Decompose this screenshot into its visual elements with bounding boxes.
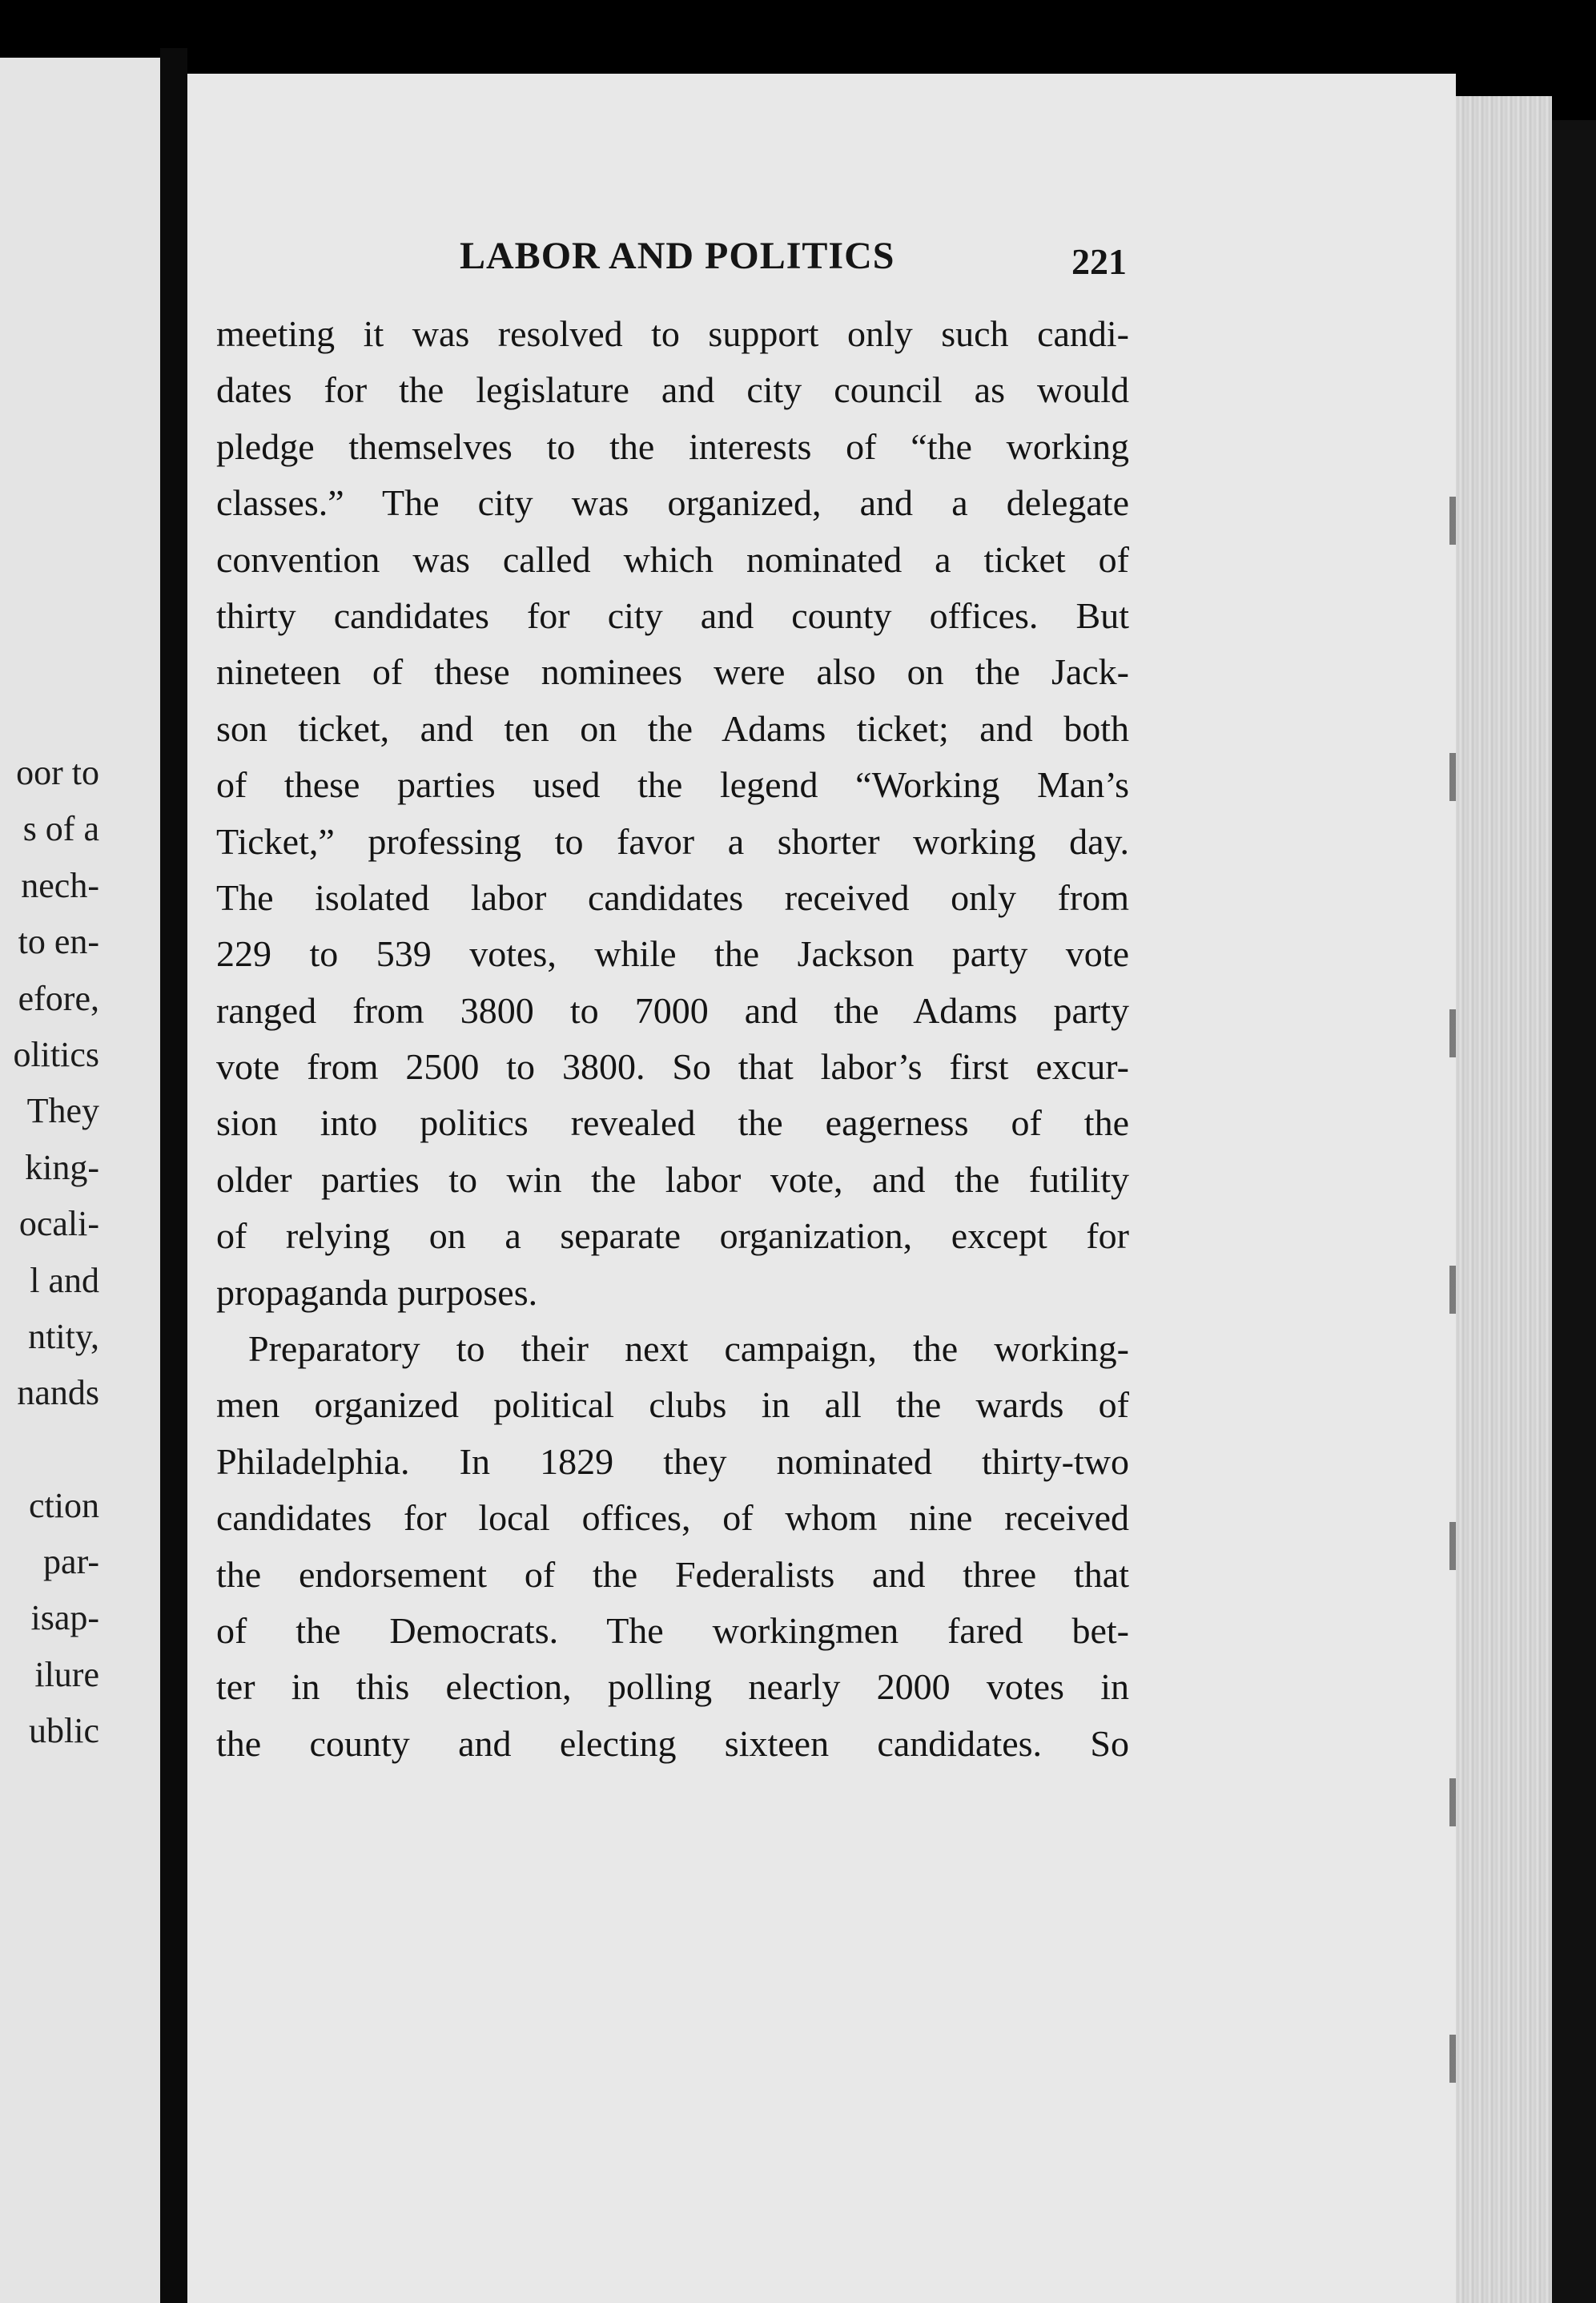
text-line: classes.” The city was organized, and a delegate: [216, 482, 1129, 524]
left-fragment-line: s of a: [22, 809, 99, 849]
left-fragment-line: nands: [17, 1373, 99, 1413]
text-line: thirty candidates for city and county offices. But: [216, 594, 1129, 636]
text-line: candidates for local offices, of whom nine received: [216, 1497, 1129, 1539]
left-fragment-line: l and: [30, 1260, 99, 1300]
text-line: of these parties used the legend “Working Man’s: [216, 764, 1129, 806]
text-line-paragraph-start: Preparatory to their next campaign, the working-: [248, 1328, 1129, 1370]
book-gutter: [160, 48, 187, 2303]
text-line: men organized political clubs in all the wards of: [216, 1384, 1129, 1426]
text-line-paragraph-end: propaganda purposes.: [216, 1271, 538, 1313]
text-line: older parties to win the labor vote, and the futility: [216, 1158, 1129, 1200]
text-line: ranged from 3800 to 7000 and the Adams party: [216, 989, 1129, 1031]
left-page: [0, 58, 160, 2303]
left-fragment-line: ction: [29, 1485, 99, 1525]
text-line: 229 to 539 votes, while the Jackson party vote: [216, 933, 1129, 975]
text-line: Philadelphia. In 1829 they nominated thirty-two: [216, 1440, 1129, 1482]
left-fragment-line: They: [26, 1091, 99, 1131]
text-line: dates for the legislature and city council as would: [216, 369, 1129, 411]
text-line: Ticket,” professing to favor a shorter working day.: [216, 820, 1129, 862]
text-line: convention was called which nominated a ticket of: [216, 538, 1129, 580]
text-line: of the Democrats. The workingmen fared bet-: [216, 1609, 1129, 1651]
left-fragment-line: oor to: [16, 753, 99, 792]
text-line: the county and electing sixteen candidates. So: [216, 1722, 1129, 1764]
text-line: sion into politics revealed the eagerness of the: [216, 1102, 1129, 1144]
left-page-line-fragments: [0, 745, 99, 1760]
left-fragment-line: king-: [25, 1147, 99, 1187]
left-fragment-line: to en-: [18, 922, 99, 962]
left-fragment-line: ocali-: [18, 1204, 99, 1244]
running-head: LABOR AND POLITICS: [460, 235, 895, 277]
text-line: The isolated labor candidates received only from: [216, 876, 1129, 918]
text-line: of relying on a separate organization, except for: [216, 1215, 1129, 1257]
scan-border: [1552, 120, 1596, 2303]
page-number: 221: [1071, 241, 1127, 282]
text-line: vote from 2500 to 3800. So that labor’s first excur-: [216, 1046, 1129, 1088]
text-line: nineteen of these nominees were also on the Jack-: [216, 651, 1129, 693]
left-fragment-line: par-: [43, 1542, 99, 1582]
body-text: [216, 306, 1129, 1772]
text-line: the endorsement of the Federalists and three that: [216, 1553, 1129, 1595]
text-line: ter in this election, polling nearly 2000 votes in: [216, 1666, 1129, 1708]
left-fragment-line: ilure: [34, 1654, 99, 1694]
left-fragment-line: ntity,: [28, 1316, 99, 1356]
left-fragment-line: ublic: [29, 1711, 99, 1751]
text-line: pledge themselves to the interests of “the working: [216, 425, 1129, 467]
page-stack-edge: [1456, 96, 1552, 2303]
left-fragment-line: isap-: [30, 1598, 99, 1638]
text-line: son ticket, and ten on the Adams ticket; and both: [216, 707, 1129, 749]
left-fragment-line: olitics: [13, 1034, 99, 1074]
left-fragment-line: nech-: [21, 865, 99, 905]
text-line: meeting it was resolved to support only such candi-: [216, 313, 1129, 354]
left-fragment-gap: [0, 1422, 99, 1478]
page-edge-shadow: [1449, 385, 1456, 2227]
left-fragment-line: efore,: [18, 978, 99, 1018]
